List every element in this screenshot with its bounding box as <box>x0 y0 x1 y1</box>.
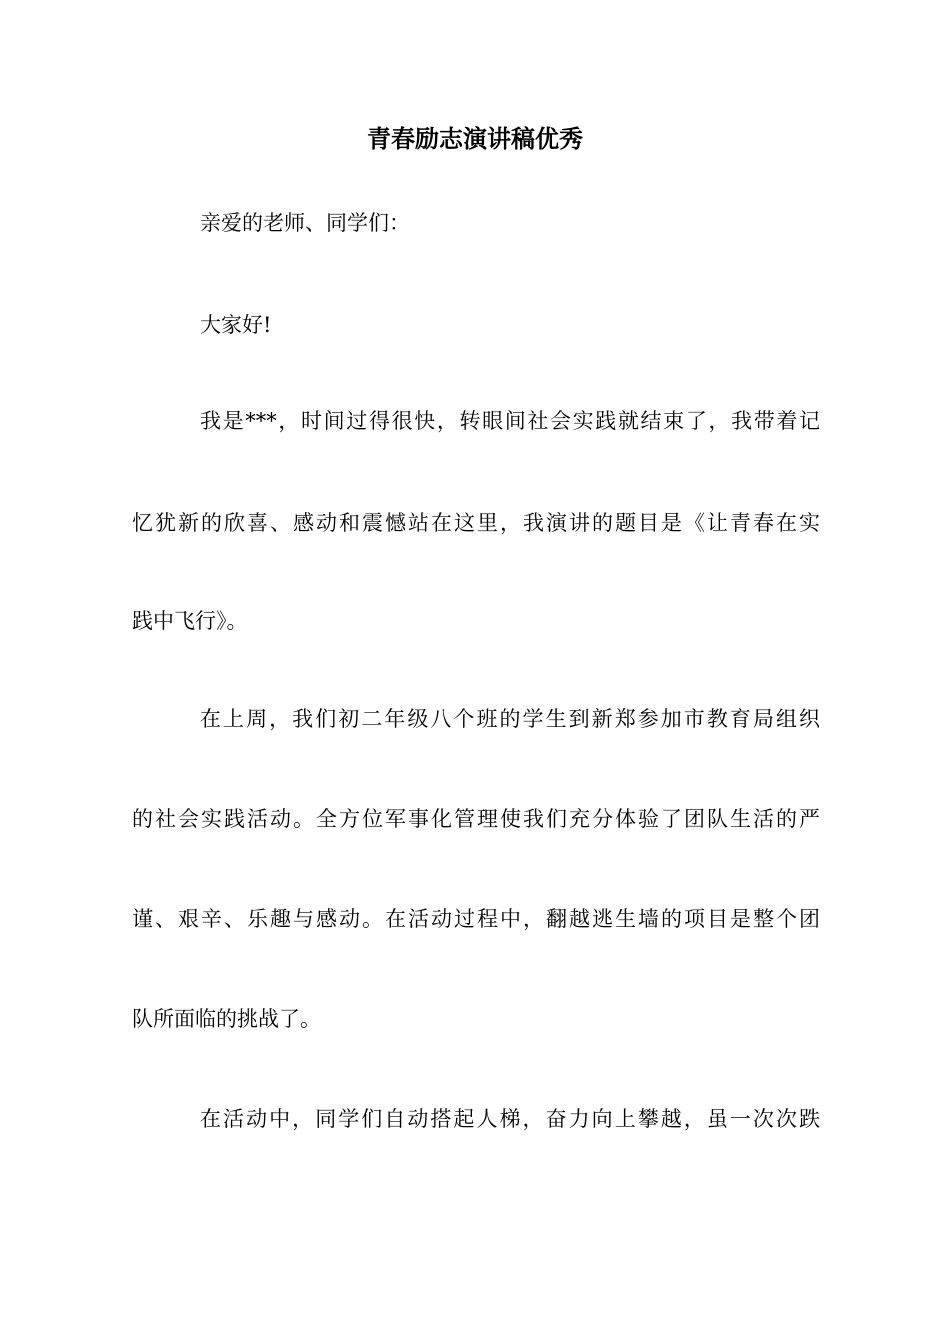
paragraph-line: 在上周，我们初二年级八个班的学生到新郑参加市教育局组织 <box>200 707 820 731</box>
salutation-line: 亲爱的老师、同学们： <box>200 211 410 235</box>
paragraph-line: 的社会实践活动。全方位军事化管理使我们充分体验了团队生活的严 <box>132 807 820 831</box>
paragraph-line: 忆犹新的欣喜、感动和震憾站在这里，我演讲的题目是《让青春在实 <box>132 511 820 535</box>
paragraph-line: 队所面临的挑战了。 <box>132 1007 321 1031</box>
paragraph-line: 践中飞行》。 <box>132 609 248 633</box>
paragraph-line: 在活动中，同学们自动搭起人梯，奋力向上攀越，虽一次次跌 <box>200 1107 820 1131</box>
document-title: 青春励志演讲稿优秀 <box>367 125 583 153</box>
paragraph-line: 谨、艰辛、乐趣与感动。在活动过程中，翻越逃生墙的项目是整个团 <box>132 907 820 931</box>
greeting-line: 大家好! <box>200 313 272 337</box>
paragraph-line: 我是***，时间过得很快，转眼间社会实践就结束了，我带着记 <box>200 409 820 433</box>
